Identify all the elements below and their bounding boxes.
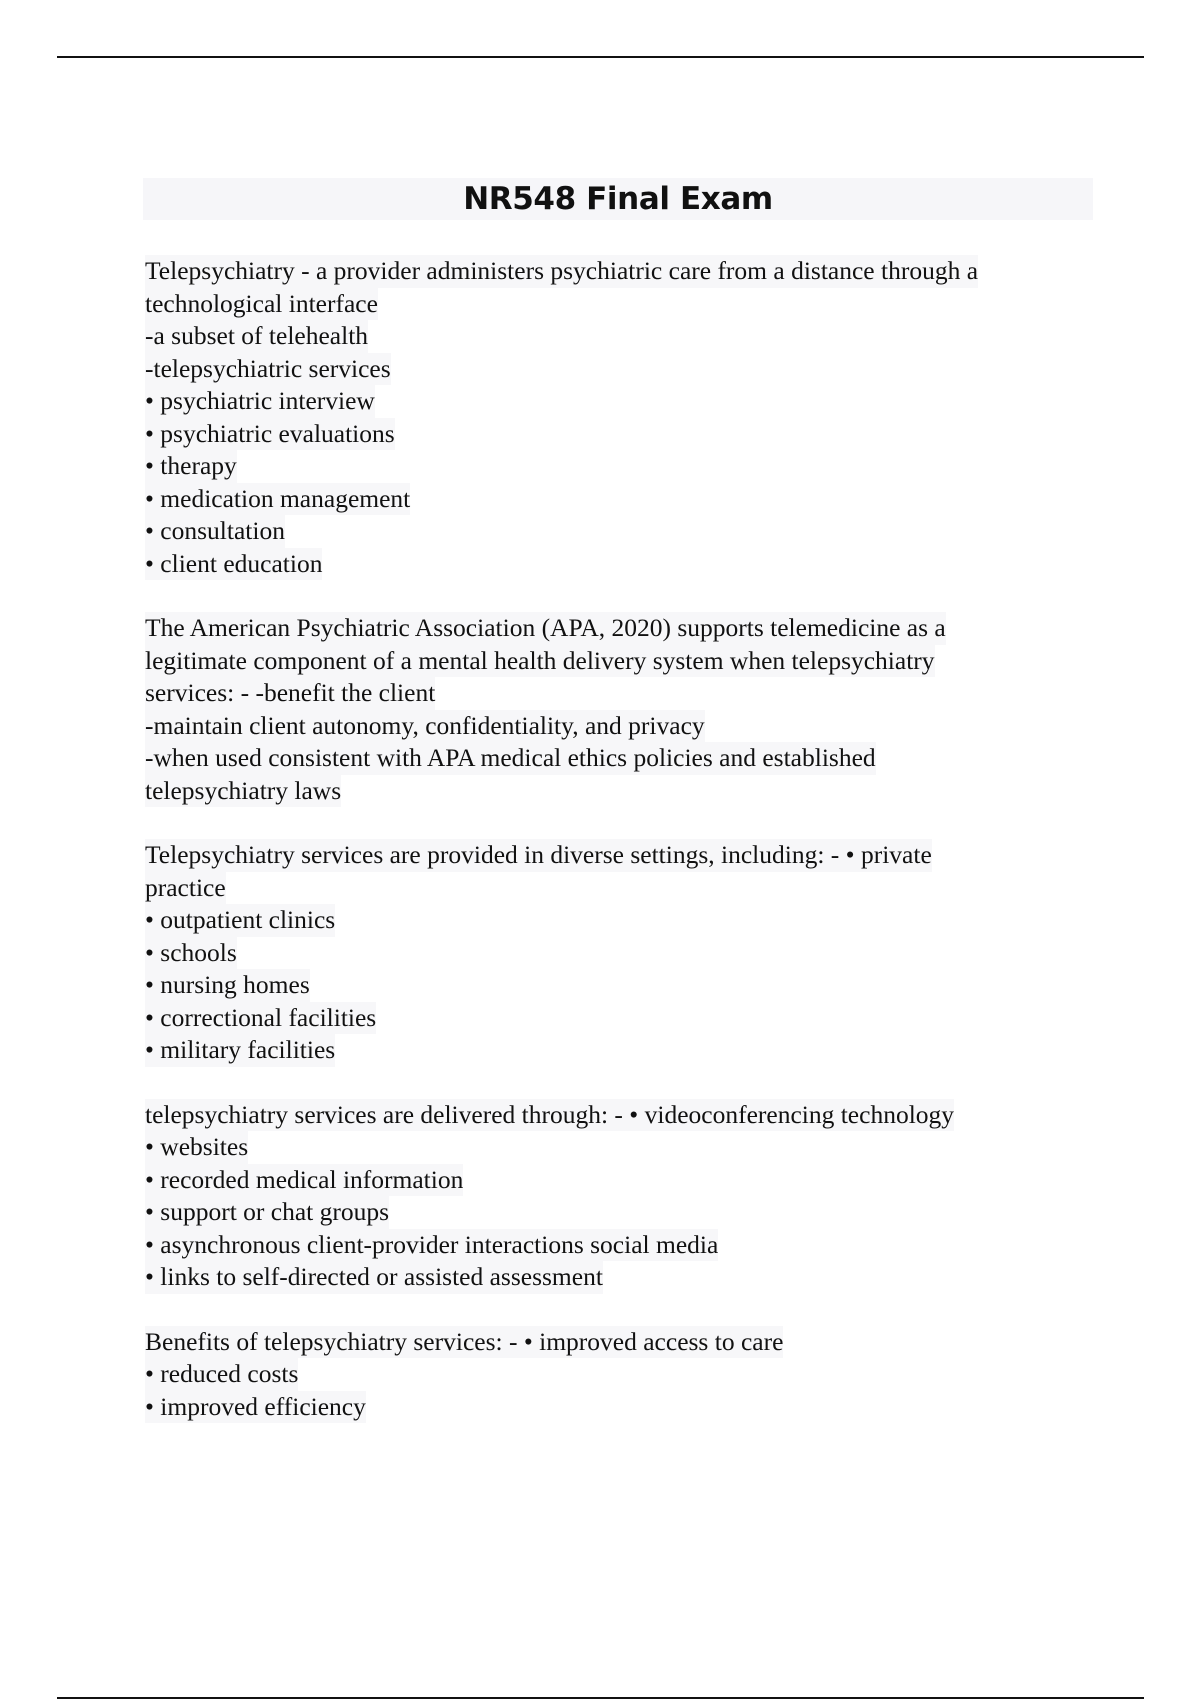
flashcard-settings	[145, 839, 1105, 1067]
text-line: -maintain client autonomy, confidentiality, and privacy	[145, 710, 705, 743]
text-line: -telepsychiatric services	[145, 353, 391, 386]
bullet-line: • correctional facilities	[145, 1002, 376, 1035]
text-line: practice	[145, 872, 226, 905]
flashcard-delivery-methods	[145, 1099, 1105, 1294]
bullet-line: • asynchronous client-provider interactions social media	[145, 1229, 718, 1262]
bullet-line: • medication management	[145, 483, 410, 516]
text-line: Benefits of telepsychiatry services: - • improved access to care	[145, 1326, 783, 1359]
flashcard-telepsychiatry-definition	[145, 255, 1105, 580]
bullet-line: • psychiatric evaluations	[145, 418, 395, 451]
text-line: legitimate component of a mental health delivery system when telepsychiatry	[145, 645, 935, 678]
text-line: telepsychiatry services are delivered through: - • videoconferencing technology	[145, 1099, 954, 1132]
top-rule	[57, 56, 1144, 58]
title-band	[143, 178, 1093, 220]
document-title: NR548 Final Exam	[463, 181, 773, 217]
text-line: Telepsychiatry - a provider administers psychiatric care from a distance through a	[145, 255, 978, 288]
bullet-line: • support or chat groups	[145, 1196, 389, 1229]
text-line: Telepsychiatry services are provided in diverse settings, including: - • private	[145, 839, 932, 872]
flashcard-benefits	[145, 1326, 1105, 1424]
flashcard-apa-support	[145, 612, 1105, 807]
bullet-line: • consultation	[145, 515, 285, 548]
bullet-line: • schools	[145, 937, 237, 970]
bullet-line: • links to self-directed or assisted assessment	[145, 1261, 603, 1294]
text-line: -a subset of telehealth	[145, 320, 368, 353]
bullet-line: • psychiatric interview	[145, 385, 375, 418]
bullet-line: • reduced costs	[145, 1358, 298, 1391]
bullet-line: • websites	[145, 1131, 248, 1164]
bullet-line: • therapy	[145, 450, 237, 483]
bullet-line: • nursing homes	[145, 969, 310, 1002]
text-line: -when used consistent with APA medical ethics policies and established	[145, 742, 876, 775]
bullet-line: • military facilities	[145, 1034, 335, 1067]
bullet-line: • recorded medical information	[145, 1164, 463, 1197]
text-line: telepsychiatry laws	[145, 775, 341, 808]
bullet-line: • client education	[145, 548, 322, 581]
text-line: technological interface	[145, 288, 378, 321]
document-body	[145, 255, 1105, 1455]
bullet-line: • outpatient clinics	[145, 904, 335, 937]
bottom-rule	[57, 1697, 1144, 1699]
bullet-line: • improved efficiency	[145, 1391, 366, 1424]
text-line: services: - -benefit the client	[145, 677, 435, 710]
text-line: The American Psychiatric Association (APA, 2020) supports telemedicine as a	[145, 612, 946, 645]
